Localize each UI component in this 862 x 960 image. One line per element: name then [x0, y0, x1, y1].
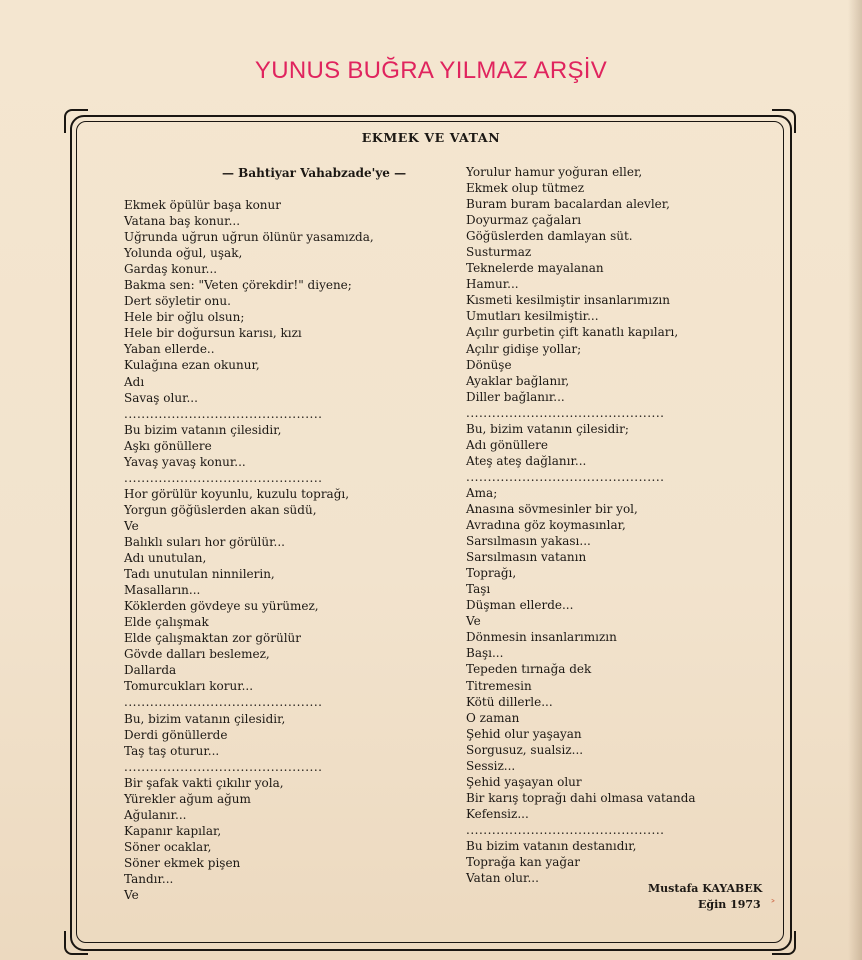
- stanza-separator: ..............................................: [466, 469, 665, 484]
- poem-author: Mustafa KAYABEK: [648, 882, 763, 895]
- poem-line: Bu, bizim vatanın çilesidir,: [124, 711, 286, 726]
- poem-line: Titremesin: [466, 678, 532, 693]
- poem-line: Buram buram bacalardan alevler,: [466, 197, 670, 212]
- poem-line: Yorulur hamur yoğuran eller,: [466, 165, 643, 179]
- poem-line: Kulağına ezan okunur,: [124, 358, 260, 373]
- poem-line: Susturmaz: [466, 245, 532, 260]
- poem-line: Söner ocaklar,: [124, 839, 212, 854]
- poem-line: Vatana baş konur...: [124, 214, 241, 229]
- poem-line: Bir şafak vakti çıkılır yola,: [124, 775, 284, 790]
- poem-line: Tandır...: [124, 871, 174, 886]
- poem-line: Savaş olur...: [124, 390, 198, 405]
- poem-dedication: — Bahtiyar Vahabzade'ye —: [222, 166, 407, 180]
- poem-line: Hor görülür koyunlu, kuzulu toprağı,: [124, 486, 350, 501]
- poem-line: Şehid olur yaşayan: [466, 726, 582, 741]
- poem-line: Bu bizim vatanın çilesidir,: [124, 422, 282, 437]
- poem-line: Açılır gidişe yollar;: [466, 341, 582, 356]
- poem-line: Uğrunda uğrun uğrun ölünür yasamızda,: [124, 230, 374, 245]
- poem-line: Ve: [466, 614, 481, 629]
- poem-line: Söner ekmek pişen: [124, 855, 241, 870]
- poem-line: Başı...: [466, 646, 504, 661]
- poem-line: Gövde dalları beslemez,: [124, 647, 270, 662]
- poem-line: Tomurcukları korur...: [124, 679, 254, 694]
- poem-line: Yürekler ağum ağum: [124, 791, 251, 806]
- poem-line: Yaban ellerde..: [124, 342, 215, 357]
- poem-line: Ve: [124, 888, 139, 903]
- poem-line: Teknelerde mayalanan: [466, 261, 604, 276]
- poem-line: Masalların...: [124, 583, 201, 598]
- poem-line: Hamur...: [466, 277, 519, 292]
- poem-line: Taşı: [466, 582, 491, 597]
- poem-line: Sorgusuz, sualsiz...: [466, 742, 584, 757]
- poem-line: O zaman: [466, 710, 520, 725]
- poem-line: Bir karış toprağı dahi olmasa vatanda: [466, 790, 696, 805]
- stanza-separator: ..............................................: [124, 406, 323, 421]
- poem-line: Dönüşe: [466, 357, 512, 372]
- poem-line: Diller bağlanır...: [466, 389, 565, 404]
- poem-line: Toprağa kan yağar: [466, 855, 580, 870]
- poem-line: Hele bir oğlu olsun;: [124, 310, 245, 325]
- poem-line: Yavaş yavaş konur...: [124, 454, 246, 469]
- poem-line: Göğüslerden damlayan süt.: [466, 229, 633, 244]
- poem-line: Ve: [124, 518, 139, 533]
- poem-line: Ama;: [466, 485, 498, 500]
- poem-date-place: Eğin 1973: [698, 898, 761, 911]
- poem-line: Avradına göz koymasınlar,: [466, 518, 626, 533]
- poem-line: Vatan olur...: [466, 871, 539, 886]
- poem-line: Umutları kesilmiştir...: [466, 309, 599, 324]
- poem-line: Elde çalışmaktan zor görülür: [124, 631, 301, 646]
- poem-line: Tadı unutulan ninnilerin,: [124, 567, 275, 582]
- poem-line: Kısmeti kesilmiştir insanlarımızın: [466, 293, 670, 308]
- poem-line: Köklerden gövdeye su yürümez,: [124, 599, 319, 614]
- poem-line: Anasına sövmesinler bir yol,: [466, 501, 638, 516]
- poem-line: Balıklı suları hor görülür...: [124, 534, 285, 549]
- poem-line: Dert söyletir onu.: [124, 294, 231, 309]
- poem-line: Hele bir doğursun karısı, kızı: [124, 326, 302, 341]
- poem-right-column: [466, 164, 696, 886]
- poem-line: Adı unutulan,: [124, 551, 207, 566]
- poem-line: Ateş ateş dağlanır...: [466, 453, 587, 468]
- poem-line: Taş taş oturur...: [124, 743, 220, 758]
- frame-corner-ornament: [772, 931, 796, 955]
- stanza-separator: ..............................................: [466, 822, 665, 837]
- poem-line: Ekmek olup tütmez: [466, 181, 585, 196]
- poem-line: Adı: [124, 374, 145, 389]
- poem-line: Dallarda: [124, 663, 177, 678]
- poem-line: Kapanır kapılar,: [124, 823, 222, 838]
- frame-corner-ornament: [64, 931, 88, 955]
- poem-line: Gardaş konur...: [124, 262, 218, 277]
- poem-line: Elde çalışmak: [124, 615, 209, 630]
- poem-line: Yorgun göğüslerden akan südü,: [124, 502, 317, 517]
- poem-line: Açılır gurbetin çift kanatlı kapıları,: [466, 325, 679, 340]
- poem-line: Doyurmaz çağaları: [466, 213, 582, 228]
- poem-line: Derdi gönüllerde: [124, 727, 228, 742]
- poem-line: Ayaklar bağlanır,: [466, 373, 570, 388]
- poem-line: Sarsılmasın yakası...: [466, 534, 591, 549]
- poem-title: EKMEK VE VATAN: [361, 130, 501, 145]
- stanza-separator: ..............................................: [124, 759, 323, 774]
- poem-line: Bakma sen: "Veten çörekdir!" diyene;: [124, 278, 352, 293]
- archive-watermark-header: YUNUS BUĞRA YILMAZ ARŞİV: [254, 57, 608, 84]
- poem-line: Tepeden tırnağa dek: [466, 662, 592, 677]
- poem-line: Kefensiz...: [466, 806, 529, 821]
- pen-mark: ˃: [770, 898, 776, 912]
- poem-line: Sarsılmasın vatanın: [466, 550, 587, 565]
- stanza-separator: ..............................................: [124, 695, 323, 710]
- poem-line: Ağulanır...: [124, 807, 187, 822]
- poem-left-column: [124, 197, 374, 903]
- poem-line: Bu bizim vatanın destanıdır,: [466, 838, 637, 853]
- poem-line: Dönmesin insanlarımızın: [466, 630, 617, 645]
- poem-line: Ekmek öpülür başa konur: [124, 198, 282, 212]
- stanza-separator: ..............................................: [124, 470, 323, 485]
- poem-line: Yolunda oğul, uşak,: [124, 246, 243, 261]
- stanza-separator: ..............................................: [466, 405, 665, 420]
- poem-line: Aşkı gönüllere: [124, 438, 212, 453]
- poem-line: Şehid yaşayan olur: [466, 774, 582, 789]
- poem-line: Toprağı,: [466, 566, 517, 581]
- poem-line: Bu, bizim vatanın çilesidir;: [466, 421, 629, 436]
- poem-line: Adı gönüllere: [466, 437, 548, 452]
- poem-line: Kötü dillerle...: [466, 694, 553, 709]
- poem-line: Düşman ellerde...: [466, 598, 574, 613]
- poem-line: Sessiz...: [466, 758, 516, 773]
